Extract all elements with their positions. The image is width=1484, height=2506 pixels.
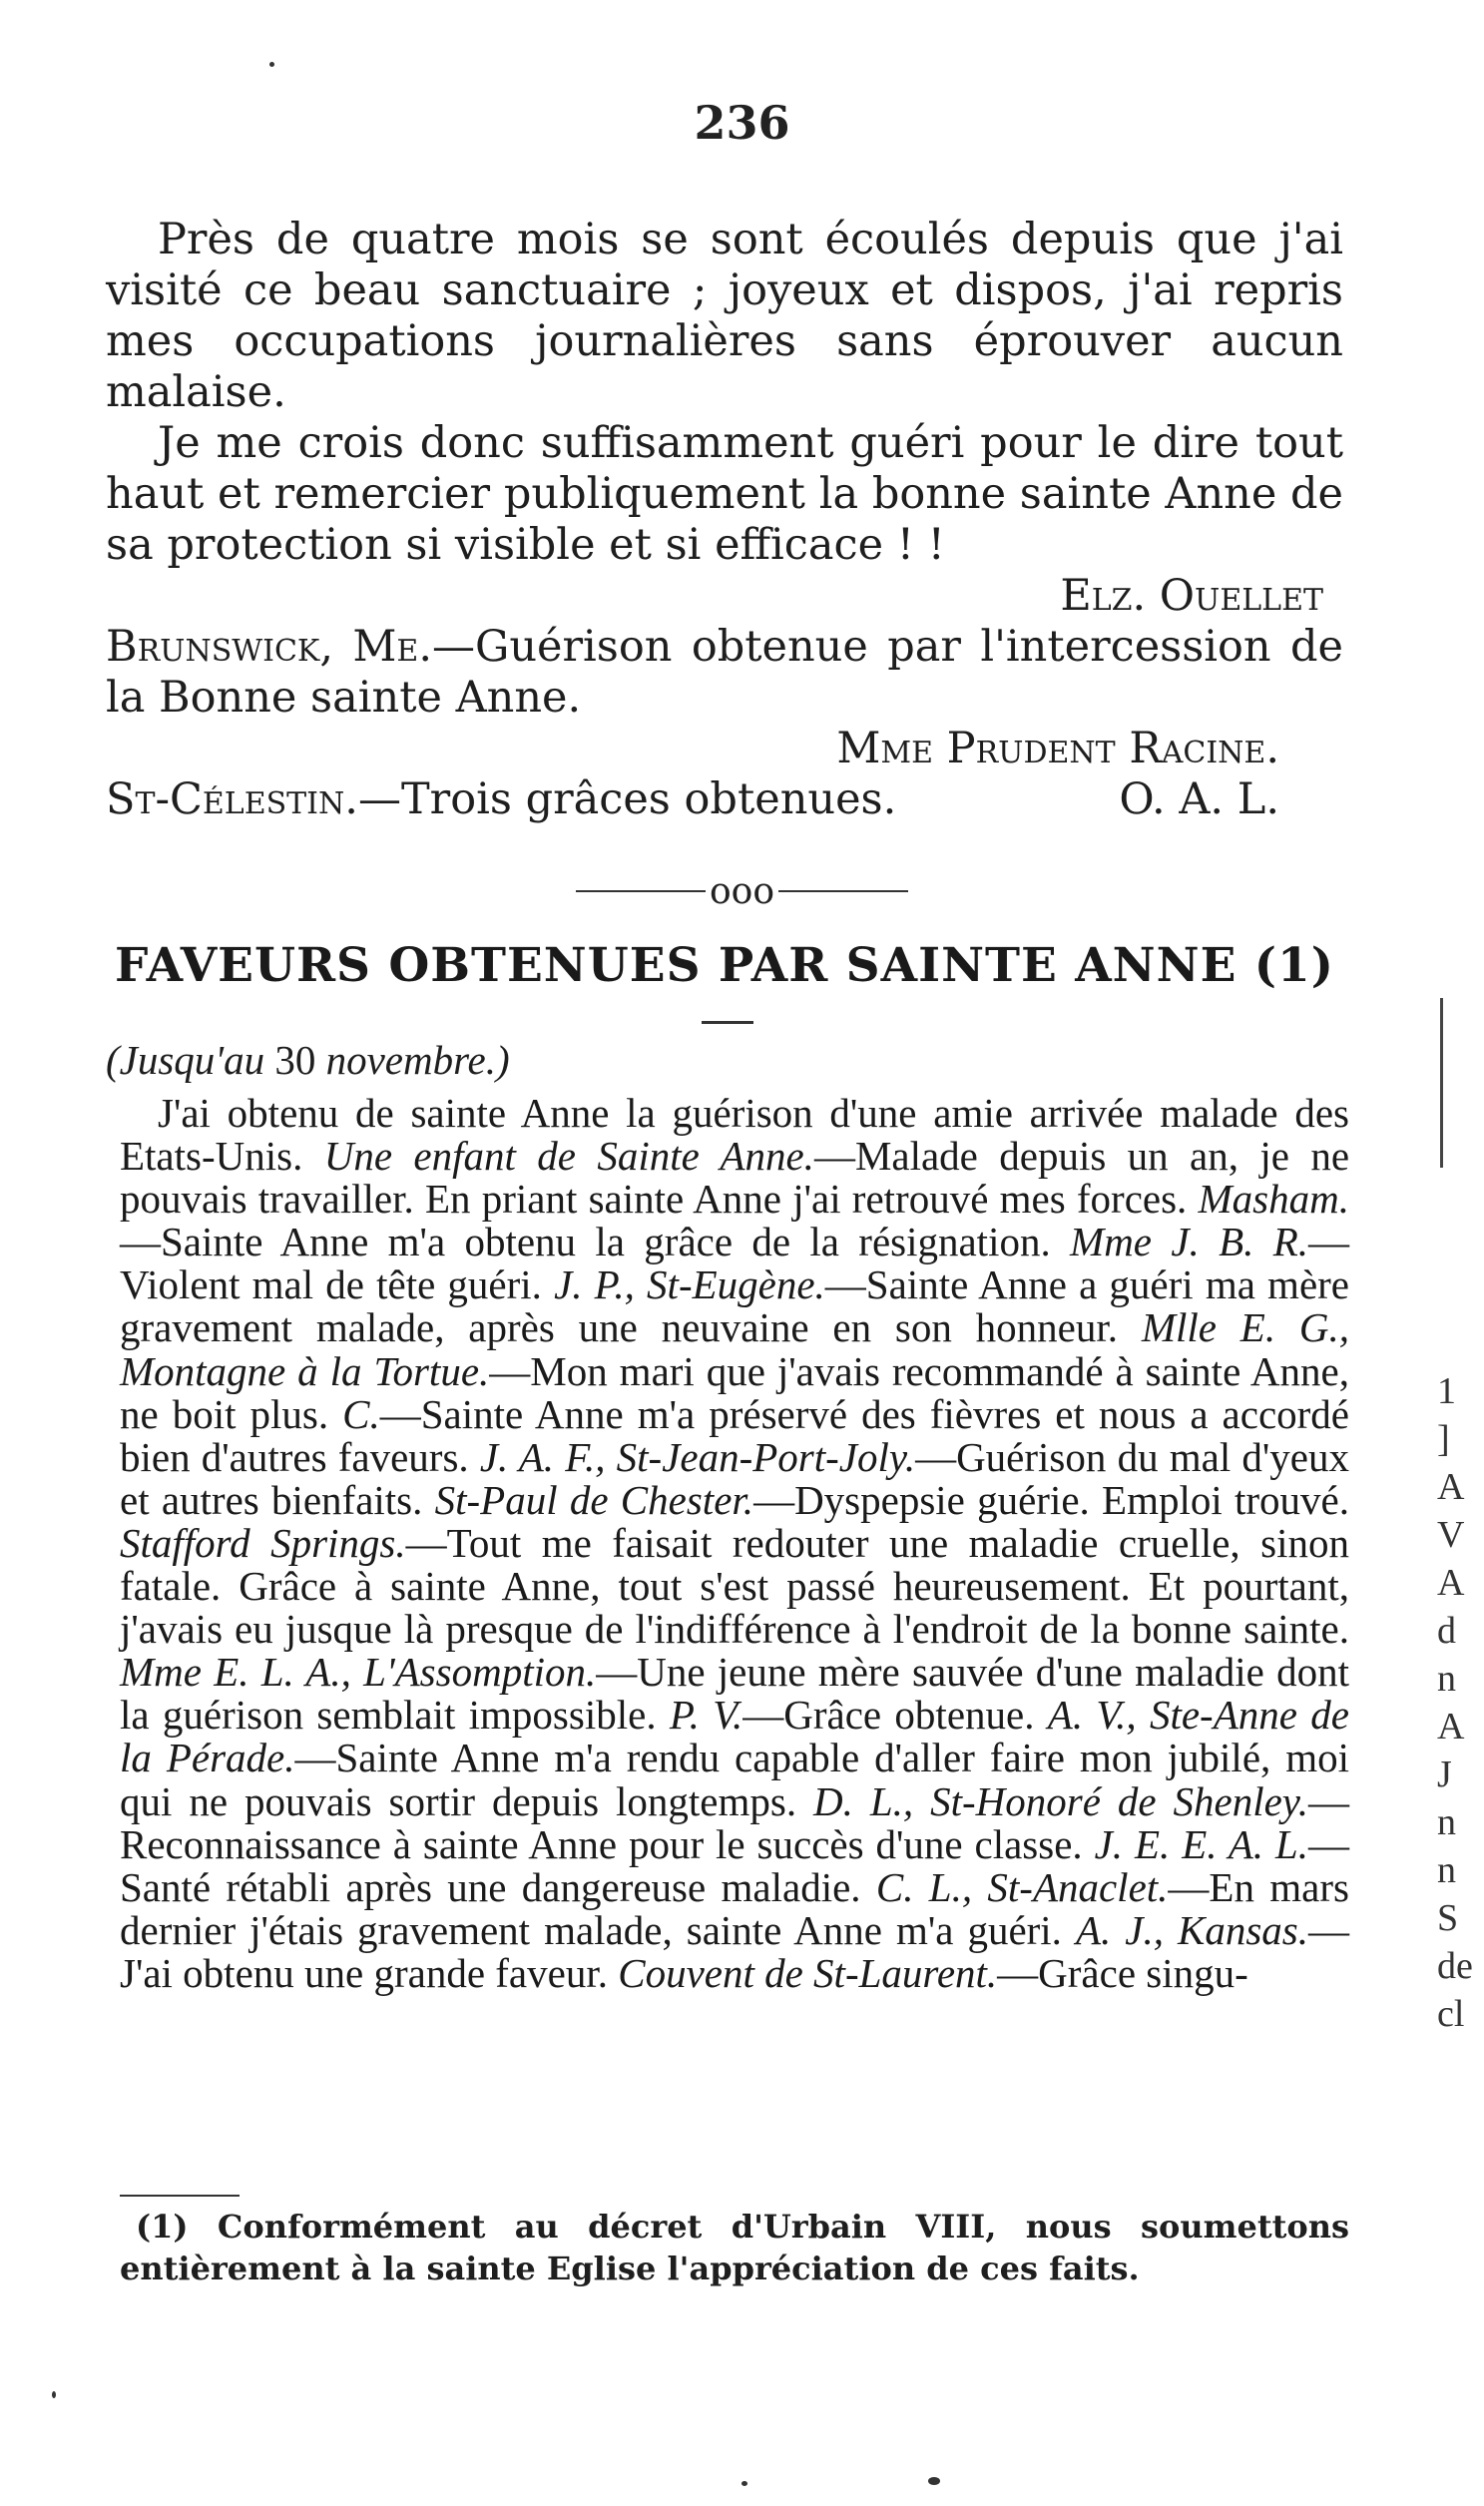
favor-attribution: Couvent de St-Laurent. (618, 1949, 998, 1996)
bleed-letter: n (1437, 1801, 1456, 1843)
favor-text: —Grâce obtenue. (742, 1692, 1048, 1739)
margin-bleed-bar (1440, 998, 1443, 1168)
celestin-text (106, 774, 896, 825)
signature: Mme Prudent Racine. (836, 724, 1279, 773)
date-month: novembre. (325, 1037, 496, 1083)
favor-text: J'ai obtenu de sainte Anne la guérison d'une amie arrivée malade des Etats-Unis. (120, 1090, 1349, 1180)
favor-text: —Mon mari que j'avais recommandé à sainte Anne, ne boit plus. (120, 1347, 1349, 1437)
separator-rule (576, 890, 706, 892)
bleed-letter: ] (1437, 1418, 1450, 1460)
ink-speck (269, 62, 274, 67)
favor-attribution: Mme E. L. A., L'Assomption. (120, 1649, 597, 1696)
favors-list (120, 1092, 1349, 1995)
ink-speck (52, 2391, 56, 2398)
favor-text: —Malade depuis un an, je ne pouvais travailler. En priant sainte Anne j'ai retrouvé mes forces. (120, 1133, 1350, 1223)
ornamental-separator (0, 868, 1484, 912)
favor-text: —Grâce singu- (997, 1949, 1248, 1996)
page-number: 236 (694, 96, 790, 150)
place-name: St-Célestin. (106, 774, 358, 824)
favor-text: —En mars dernier j'étais gravement malade, sainte Anne m'a guéri. (120, 1863, 1349, 1953)
date-number: 30 (274, 1037, 316, 1083)
favor-text: —Reconnaissance à sainte Anne pour le succès d'une classe. (120, 1777, 1349, 1867)
bleed-letter: A (1437, 1706, 1465, 1748)
favor-text: —Guérison du mal d'yeux et autres bienfaits. (120, 1433, 1350, 1523)
favor-text: —Dyspepsie guérie. Emploi trouvé. (753, 1476, 1349, 1523)
favor-attribution: Masham. (1198, 1176, 1349, 1223)
favor-text: —Sainte Anne m'a préservé des fièvres et nous a accordé bien d'autres faveurs. (120, 1390, 1349, 1480)
favor-attribution: A. J., Kansas. (1075, 1906, 1309, 1953)
favor-attribution: A. V., Ste-Anne de la Pérade. (120, 1692, 1349, 1781)
date-prefix: Jusqu'au (119, 1037, 265, 1083)
bleed-letter: n (1437, 1849, 1456, 1891)
brunswick-entry (106, 622, 1343, 724)
favor-text: —Sainte Anne m'a obtenu la grâce de la résignation. (120, 1219, 1071, 1265)
favor-attribution: P. V. (669, 1692, 743, 1739)
favor-attribution: D. L., St-Honoré de Shenley. (813, 1777, 1308, 1824)
bleed-letter: cl (1437, 1993, 1465, 2035)
favor-attribution: Mlle E. G., Montagne à la Tortue. (120, 1304, 1349, 1394)
favor-text: —Sainte Anne a guéri ma mère gravement malade, après une neuvaine en son honneur. (120, 1261, 1349, 1351)
bleed-letter: A (1437, 1466, 1465, 1508)
footnote (120, 2206, 1349, 2289)
ink-speck (742, 2481, 747, 2486)
testimony-paragraph: Je me crois donc suffisamment guéri pour le dire tout haut et remercier publiquement la bonne sainte Anne de sa protection si visible et si efficace ! ! (106, 418, 1343, 570)
favor-attribution: C. (342, 1390, 380, 1437)
footnote-text: (1) Conformément au décret d'Urbain VIII, nous soumettons entièrement à la sainte Eglise l'appréciation de ces faits. (120, 2208, 1349, 2287)
date-line: (Jusqu'au 30 novembre.) (106, 1037, 510, 1083)
celestin-entry (106, 774, 1343, 825)
entry-text: —Trois grâces obtenues. (357, 774, 897, 824)
bleed-letter: V (1437, 1514, 1465, 1556)
favor-text: —Violent mal de tête guéri. (120, 1219, 1350, 1308)
favor-attribution: J. P., St-Eugène. (554, 1261, 825, 1308)
margin-bleed-through (1437, 1367, 1477, 2038)
entry-text: —Guérison obtenue par l'intercession de la Bonne sainte Anne. (106, 622, 1343, 723)
favor-text: —Une jeune mère sauvée d'une maladie dont la guérison semblait impossible. (120, 1649, 1349, 1739)
favor-attribution: Mme J. B. R. (1070, 1219, 1309, 1265)
favor-text: —Tout me faisait redouter une maladie cruelle, sinon fatale. Grâce à sainte Anne, tout s'est passé heureusement. Et pourtant, j'avais eu jusque là presque de l'indifférence à l'endroit de la bonne sainte. (120, 1519, 1349, 1653)
bleed-letter: d (1437, 1610, 1456, 1652)
bleed-letter: n (1437, 1658, 1456, 1700)
separator-rule (778, 890, 908, 892)
testimony-block (106, 215, 1343, 825)
ink-speck (928, 2477, 940, 2485)
testimony-paragraph: Près de quatre mois se sont écoulés depuis que j'ai visité ce beau sanctuaire ; joyeux et dispos, j'ai repris mes occupations journalières sans éprouver aucun malaise. (106, 215, 1343, 417)
favor-attribution: Stafford Springs. (120, 1519, 406, 1566)
bleed-letter: S (1437, 1897, 1459, 1939)
favor-text: —Santé rétabli après une dangereuse maladie. (120, 1820, 1349, 1910)
favor-attribution: Une enfant de Sainte Anne. (323, 1133, 814, 1180)
favor-attribution: St-Paul de Chester. (434, 1476, 754, 1523)
footnote-rule (120, 2195, 240, 2197)
signature: O. A. L. (1119, 774, 1279, 824)
favor-attribution: C. L., St-Anaclet. (875, 1863, 1169, 1910)
bleed-letter: A (1437, 1562, 1465, 1604)
separator-ornament: ooo (709, 870, 775, 912)
heading-underline (702, 1021, 753, 1024)
place-name: Brunswick, Me. (106, 622, 432, 672)
favor-text: —J'ai obtenu une grande faveur. (120, 1906, 1350, 1996)
bleed-letter: J (1437, 1754, 1452, 1795)
favors-paragraph (120, 1092, 1349, 1995)
section-heading: FAVEURS OBTENUES PAR SAINTE ANNE (1) (115, 938, 1334, 993)
favor-attribution: J. E. E. A. L. (1094, 1820, 1308, 1867)
favor-attribution: J. A. F., St-Jean-Port-Joly. (479, 1433, 916, 1480)
favor-text: —Sainte Anne m'a rendu capable d'aller faire mon jubilé, moi qui ne pouvais sortir depuis longtemps. (120, 1735, 1349, 1824)
signature: Elz. Ouellet (1060, 571, 1323, 621)
bleed-letter: 1 (1437, 1370, 1456, 1412)
bleed-letter: de (1437, 1945, 1473, 1987)
